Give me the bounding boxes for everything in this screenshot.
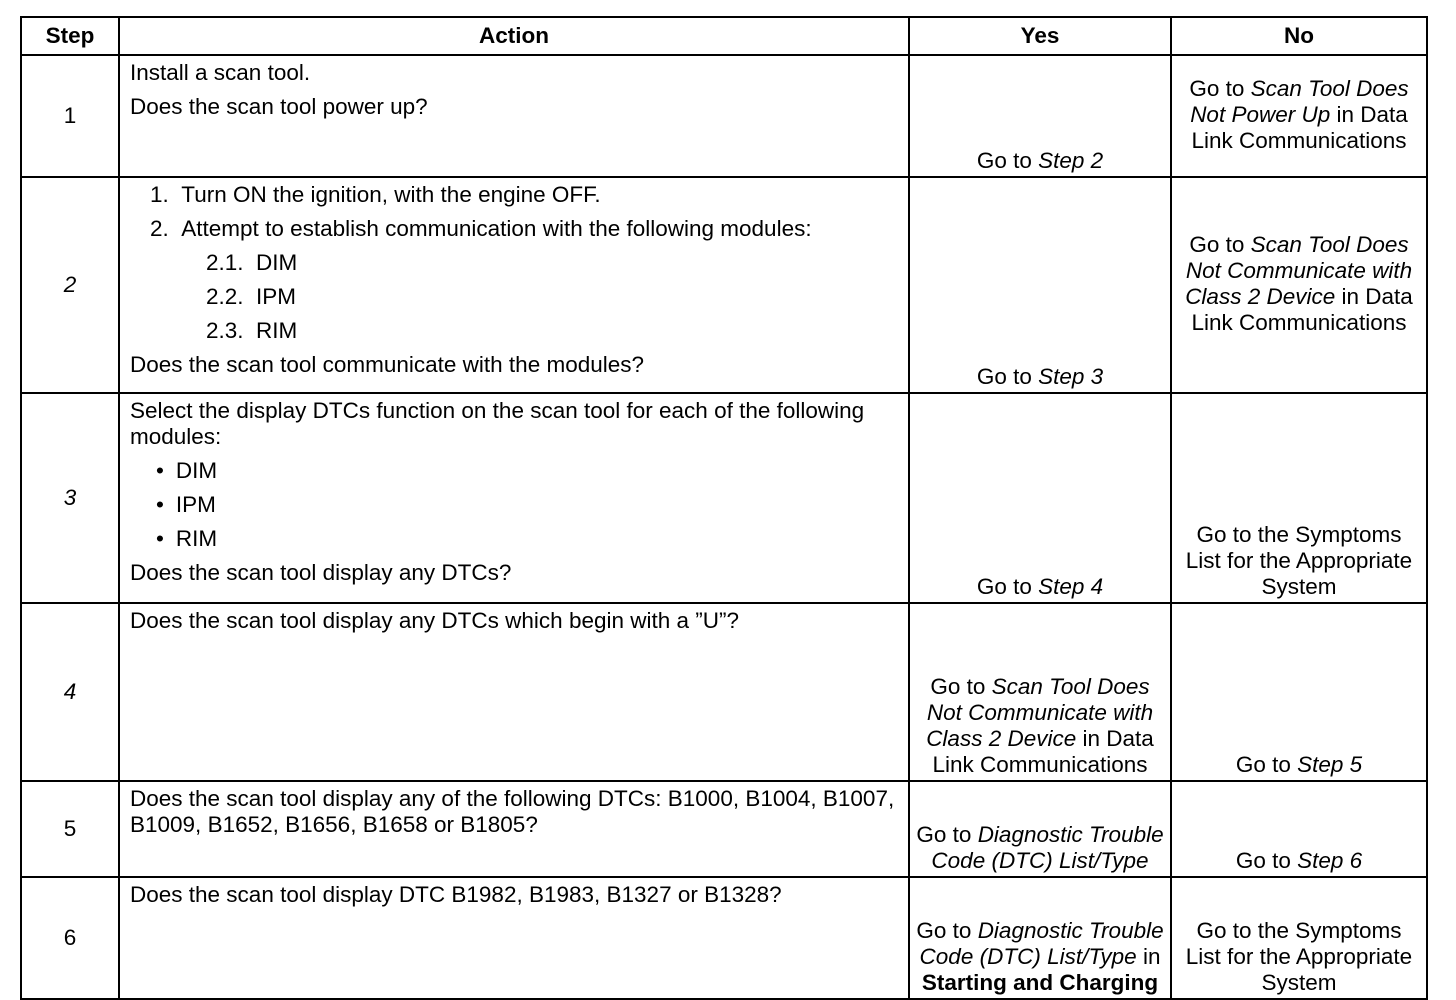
step-number: 2 (21, 177, 119, 393)
action-question: Does the scan tool power up? (130, 94, 428, 119)
table-header-row (21, 17, 1427, 55)
header-step: Step (21, 17, 119, 55)
step-link[interactable]: Step 2 (1038, 148, 1104, 173)
yes-cell: Go to Step 2 (909, 55, 1171, 177)
numbered-item: 1. Turn ON the ignition, with the engine OFF. (150, 182, 601, 207)
table-row (21, 603, 1427, 781)
action-instruction: Install a scan tool. (130, 60, 311, 85)
bullet-item: • DIM (130, 458, 900, 484)
yes-cell: Go to Diagnostic Trouble Code (DTC) List/Type in Starting and Charging (909, 877, 1171, 999)
header-yes: Yes (909, 17, 1171, 55)
yes-cell: Go to Step 3 (909, 177, 1171, 393)
action-instruction: Select the display DTCs function on the scan tool for each of the following modules: (130, 398, 865, 449)
reference-link[interactable]: Diagnostic Trouble Code (DTC) List/Type (919, 918, 1164, 969)
action-question: Does the scan tool display any DTCs which begin with a ”U”? (130, 608, 740, 633)
action-question: Does the scan tool display DTC B1982, B1983, B1327 or B1328? (130, 882, 782, 907)
table-row (21, 393, 1427, 603)
table-row (21, 177, 1427, 393)
action-question: Does the scan tool display any DTCs? (130, 560, 512, 585)
step-number: 6 (21, 877, 119, 999)
action-cell (119, 393, 909, 603)
reference-link[interactable]: Scan Tool Does Not Communicate with Class 2 Device (1185, 232, 1413, 309)
action-cell (119, 877, 909, 999)
yes-cell: Go to Step 4 (909, 393, 1171, 603)
action-cell (119, 177, 909, 393)
step-link[interactable]: Step 3 (1038, 364, 1104, 389)
header-action: Action (119, 17, 909, 55)
table-row (21, 877, 1427, 999)
sub-item: 2.1. DIM (206, 250, 298, 275)
action-question: Does the scan tool display any of the following DTCs: B1000, B1004, B1007, B1009, B1652, B1656, B1658 or B1805? (130, 786, 895, 837)
header-no: No (1171, 17, 1427, 55)
sub-item: 2.2. IPM (206, 284, 297, 309)
step-number: 4 (21, 603, 119, 781)
no-cell: Go to Scan Tool Does Not Communicate with Class 2 Device in Data Link Communications (1171, 177, 1427, 393)
reference-link[interactable]: Diagnostic Trouble Code (DTC) List/Type (931, 822, 1164, 873)
step-number: 3 (21, 393, 119, 603)
step-number: 5 (21, 781, 119, 877)
action-cell (119, 603, 909, 781)
no-cell: Go to the Symptoms List for the Appropriate System (1171, 877, 1427, 999)
step-link[interactable]: Step 6 (1297, 848, 1363, 873)
reference-link[interactable]: Scan Tool Does Not Communicate with Class 2 Device (926, 674, 1154, 751)
bullet-item: • RIM (130, 526, 900, 552)
action-question: Does the scan tool communicate with the modules? (130, 352, 645, 377)
diagnostic-table (20, 16, 1428, 1000)
section-name: Starting and Charging (921, 970, 1159, 995)
step-link[interactable]: Step 4 (1038, 574, 1104, 599)
step-number: 1 (21, 55, 119, 177)
table-row (21, 55, 1427, 177)
step-link[interactable]: Step 5 (1297, 752, 1363, 777)
table-row (21, 781, 1427, 877)
sub-item: 2.3. RIM (206, 318, 298, 343)
yes-cell: Go to Scan Tool Does Not Communicate with Class 2 Device in Data Link Communications (909, 603, 1171, 781)
no-cell: Go to Step 6 (1171, 781, 1427, 877)
reference-link[interactable]: Scan Tool Does Not Power Up (1190, 76, 1409, 127)
yes-cell: Go to Diagnostic Trouble Code (DTC) List/Type (909, 781, 1171, 877)
numbered-item: 2. Attempt to establish communication with the following modules: (150, 216, 812, 241)
no-cell: Go to Step 5 (1171, 603, 1427, 781)
action-cell (119, 781, 909, 877)
action-cell (119, 55, 909, 177)
no-cell: Go to Scan Tool Does Not Power Up in Data Link Communications (1171, 55, 1427, 177)
bullet-item: • IPM (130, 492, 900, 518)
no-cell: Go to the Symptoms List for the Appropriate System (1171, 393, 1427, 603)
